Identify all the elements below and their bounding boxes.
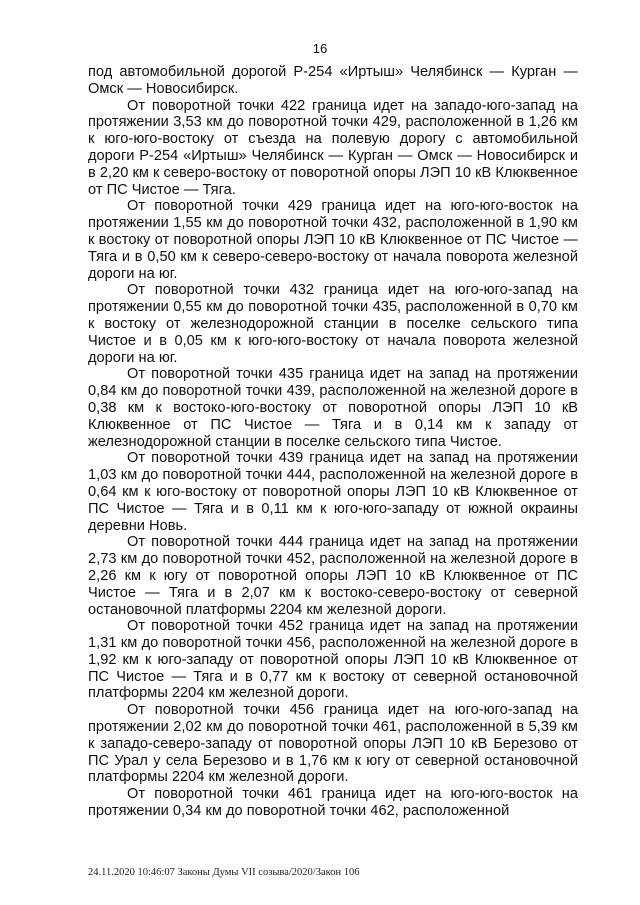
footer-stamp: 24.11.2020 10:46:07 Законы Думы VII созыва/2020/Закон 106 (88, 867, 360, 878)
document-body (88, 64, 578, 820)
paragraph-point-429: От поворотной точки 429 граница идет на юго-юго-восток на протяжении 1,55 км до поворотной точки 432, расположенной в 1,90 км к востоку от поворотной опоры ЛЭП 10 кВ Клюквенное от ПС Чистое — Тяга и в 0,50 км к северо-северо-востоку от начала поворота железной дороги на юг. (88, 198, 578, 282)
paragraph-point-452: От поворотной точки 452 граница идет на запад на протяжении 1,31 км до поворотной точки 456, расположенной на железной дороге в 1,92 км к юго-западу от поворотной опоры ЛЭП 10 кВ Клюквенное от ПС Чистое — Тяга и в 0,77 км к востоку от северной остановочной платформы 2204 км железной дороги. (88, 618, 578, 702)
paragraph-point-461: От поворотной точки 461 граница идет на юго-юго-восток на протяжении 0,34 км до поворотной точки 462, расположенной (88, 786, 578, 820)
paragraph-point-456: От поворотной точки 456 граница идет на юго-юго-запад на протяжении 2,02 км до поворотной точки 461, расположенной в 5,39 км к западо-северо-западу от поворотной опоры ЛЭП 10 кВ Березово от ПС Урал у села Березово и в 1,76 км к югу от северной остановочной платформы 2204 км железной дороги. (88, 702, 578, 786)
paragraph-point-432: От поворотной точки 432 граница идет на юго-юго-запад на протяжении 0,55 км до поворотной точки 435, расположенной в 0,70 км к востоку от железнодорожной станции в поселке сельского типа Чистое и в 0,05 км к юго-юго-востоку от начала поворота железной дороги на юг. (88, 282, 578, 366)
paragraph-point-444: От поворотной точки 444 граница идет на запад на протяжении 2,73 км до поворотной точки 452, расположенной на железной дороге в 2,26 км к югу от поворотной опоры ЛЭП 10 кВ Клюквенное от ПС Чистое — Тяга и в 2,07 км к востоко-северо-востоку от северной остановочной платформы 2204 км железной дороги. (88, 534, 578, 618)
page-number: 16 (312, 41, 328, 56)
paragraph-point-435: От поворотной точки 435 граница идет на запад на протяжении 0,84 км до поворотной точки 439, расположенной на железной дороге в 0,38 км к востоко-юго-востоку от поворотной опоры ЛЭП 10 кВ Клюквенное от ПС Чистое — Тяга и в 0,14 км к западу от железнодорожной станции в поселке сельского типа Чистое. (88, 366, 578, 450)
paragraph-point-422: От поворотной точки 422 граница идет на западо-юго-запад на протяжении 3,53 км до поворотной точки 429, расположенной в 1,26 км к юго-юго-востоку от съезда на полевую дорогу с автомобильной дороги Р-254 «Иртыш» Челябинск — Курган — Омск — Новосибирск и в 2,20 км к северо-востоку от поворотной опоры ЛЭП 10 кВ Клюквенное от ПС Чистое — Тяга. (88, 97, 578, 198)
paragraph-continuation: под автомобильной дорогой Р-254 «Иртыш» Челябинск — Курган — Омск — Новосибирск. (88, 64, 578, 97)
paragraph-point-439: От поворотной точки 439 граница идет на запад на протяжении 1,03 км до поворотной точки 444, расположенной на железной дороге в 0,64 км к юго-востоку от поворотной опоры ЛЭП 10 кВ Клюквенное от ПС Чистое — Тяга и в 0,11 км к юго-юго-западу от южной окраины деревни Новь. (88, 450, 578, 534)
